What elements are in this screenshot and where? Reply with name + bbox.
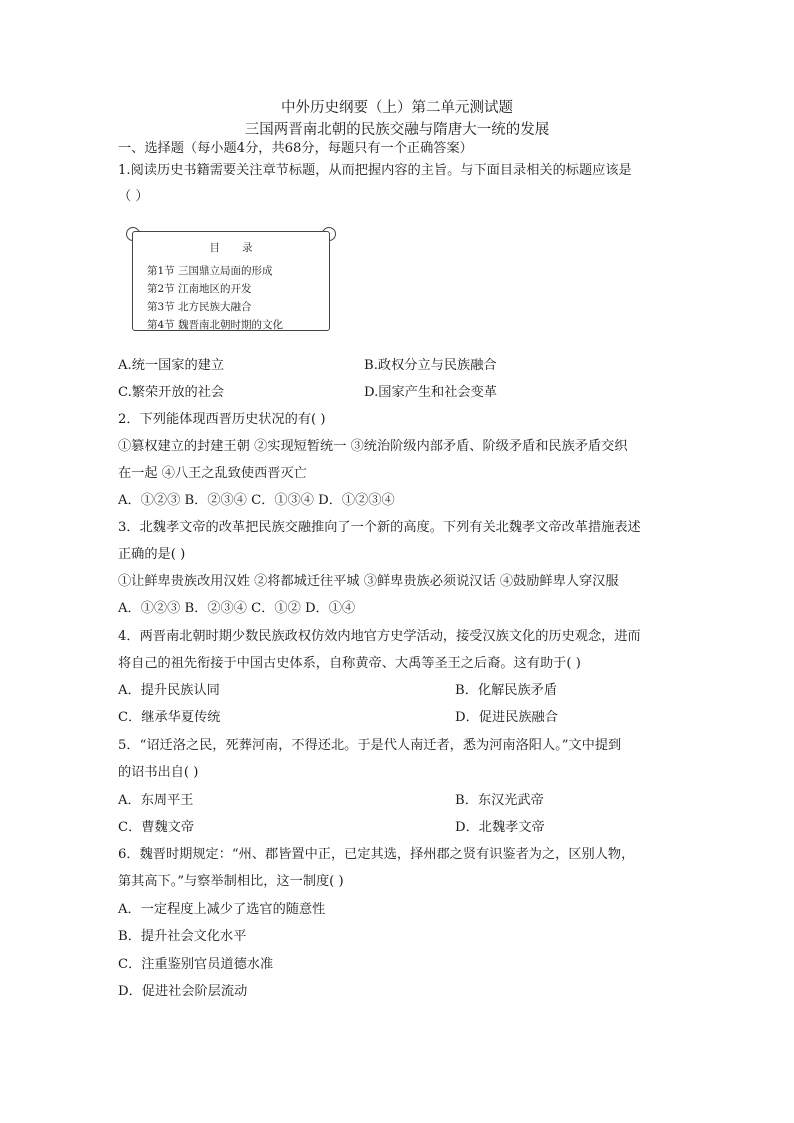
q5-option-d[interactable]: D．北魏孝文帝: [455, 820, 545, 835]
q1-option-b[interactable]: B.政权分立与民族融合: [364, 358, 497, 373]
page-subtitle: 三国两晋南北朝的民族交融与隋唐大一统的发展: [244, 122, 550, 138]
q1-stem-line2: （ ）: [118, 189, 149, 204]
q6-option-b[interactable]: B．提升社会文化水平: [118, 929, 247, 944]
q1-option-d[interactable]: D.国家产生和社会变革: [364, 385, 497, 400]
toc-item: 第2节 江南地区的开发: [147, 283, 252, 295]
table-of-contents-scroll: [124, 227, 336, 333]
q4-option-c[interactable]: C．继承华夏传统: [118, 710, 221, 725]
toc-item: 第1节 三国鼎立局面的形成: [147, 265, 273, 277]
q5-option-a[interactable]: A．东周平王: [118, 793, 194, 808]
q2-stem: 2．下列能体现西晋历史状况的有( ): [118, 412, 326, 427]
q1-option-a[interactable]: A.统一国家的建立: [118, 358, 225, 373]
q6-option-c[interactable]: C．注重鉴别官员道德水准: [118, 957, 274, 972]
q4-stem-line1: 4．两晋南北朝时期少数民族政权仿效内地官方史学活动，接受汉族文化的历史观念，进而: [118, 629, 641, 644]
q2-options[interactable]: A．①②③ B．②③④ C．①③④ D．①②③④: [118, 493, 395, 508]
q6-option-a[interactable]: A．一定程度上减少了选官的随意性: [118, 902, 326, 917]
q1-stem-line1: 1.阅读历史书籍需要关注章节标题，从而把握内容的主旨。与下面目录相关的标题应该是: [118, 163, 632, 178]
q4-stem-line2: 将自己的祖先衔接于中国古史体系，自称黄帝、大禹等圣王之后裔。这有助于( ): [118, 656, 581, 671]
q3-items: ①让鲜卑贵族改用汉姓 ②将都城迁往平城 ③鲜卑贵族必须说汉话 ④鼓励鲜卑人穿汉服: [118, 574, 619, 589]
q2-items-line1: ①篡权建立的封建王朝 ②实现短暂统一 ③统治阶级内部矛盾、阶级矛盾和民族矛盾交织: [118, 439, 628, 454]
q5-stem-line1: 5．“诏迁洛之民，死葬河南，不得还北。于是代人南迁者，悉为河南洛阳人。”文中提到: [118, 738, 622, 753]
toc-item: 第4节 魏晋南北朝时期的文化: [147, 319, 284, 331]
toc-item: 第3节 北方民族大融合: [147, 301, 252, 313]
q3-stem-line1: 3．北魏孝文帝的改革把民族交融推向了一个新的高度。下列有关北魏孝文帝改革措施表述: [118, 520, 641, 535]
q2-items-line2: 在一起 ④八王之乱致使西晋灭亡: [118, 466, 307, 481]
q6-option-d[interactable]: D．促进社会阶层流动: [118, 984, 248, 999]
q4-option-b[interactable]: B．化解民族矛盾: [455, 683, 558, 698]
q3-options[interactable]: A．①②③ B．②③④ C．①② D．①④: [118, 601, 356, 616]
page-title: 中外历史纲要（上）第二单元测试题: [281, 100, 513, 116]
toc-box: [132, 231, 330, 331]
q5-option-b[interactable]: B．东汉光武帝: [455, 793, 544, 808]
q4-option-d[interactable]: D．促进民族融合: [455, 710, 558, 725]
q5-stem-line2: 的诏书出自( ): [118, 765, 199, 780]
q6-stem-line2: 第其高下。”与察举制相比，这一制度( ): [118, 874, 344, 889]
q6-stem-line1: 6．魏晋时期规定：“州、郡皆置中正，已定其选，择州郡之贤有识鉴者为之，区别人物，: [118, 847, 635, 862]
q4-option-a[interactable]: A．提升民族认同: [118, 683, 220, 698]
q1-option-c[interactable]: C.繁荣开放的社会: [118, 385, 225, 400]
q3-stem-line2: 正确的是( ): [118, 547, 186, 562]
toc-heading: 目录: [209, 242, 275, 254]
q5-option-c[interactable]: C．曹魏文帝: [118, 820, 195, 835]
section-heading: 一、选择题（每小题4分，共68分，每题只有一个正确答案）: [118, 141, 473, 156]
